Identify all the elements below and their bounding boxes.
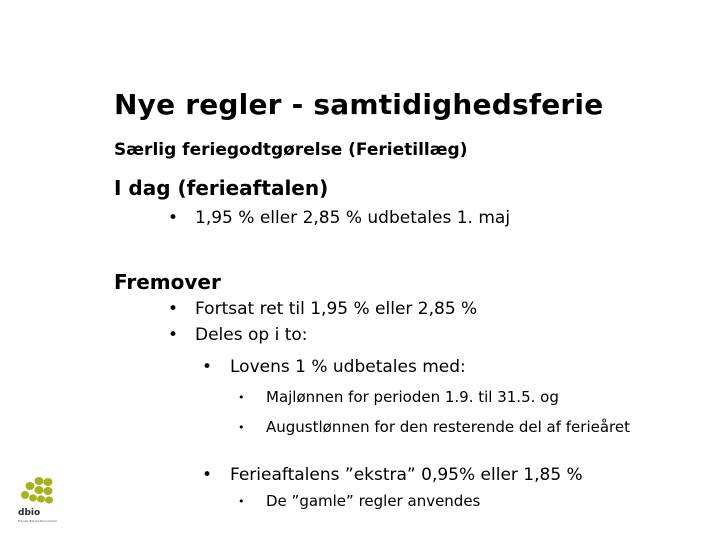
- bullet-marker: •: [202, 465, 213, 485]
- section-heading-today: I dag (ferieaftalen): [114, 176, 329, 200]
- logo-tagline: Dansk Blomsterindustri: [18, 519, 58, 523]
- bullet-text: Lovens 1 % udbetales med:: [230, 357, 466, 377]
- bullet-text: Ferieaftalens ”ekstra” 0,95% eller 1,85 %: [230, 465, 583, 485]
- bullet-agreement-part: [202, 465, 583, 485]
- bullet-future-2: [168, 325, 308, 345]
- bullet-future-1: [168, 299, 477, 319]
- bullet-august-salary: [238, 418, 630, 436]
- bullet-text: Deles op i to:: [195, 325, 308, 345]
- slide-subtitle: Særlig feriegodtgørelse (Ferietillæg): [114, 140, 468, 160]
- bullet-text: 1,95 % eller 2,85 % udbetales 1. maj: [195, 208, 511, 228]
- bullet-may-salary: [238, 388, 559, 406]
- bullet-marker: •: [202, 357, 213, 377]
- bullet-old-rules: [238, 492, 480, 510]
- bullet-marker: •: [238, 421, 245, 434]
- bullet-marker: •: [168, 208, 179, 228]
- bullet-marker: •: [168, 299, 179, 319]
- bullet-text: Majlønnen for perioden 1.9. til 31.5. og: [266, 388, 559, 406]
- bullet-marker: •: [168, 325, 179, 345]
- slide-title: Nye regler - samtidighedsferie: [114, 88, 604, 121]
- bullet-marker: •: [238, 391, 245, 404]
- bullet-today-1: [168, 208, 510, 228]
- bullet-law-part: [202, 357, 466, 377]
- bullet-text: Augustlønnen for den resterende del af ferieåret: [266, 418, 630, 436]
- logo-wordmark: dbio: [18, 508, 41, 518]
- bullet-text: De ”gamle” regler anvendes: [266, 492, 481, 510]
- bullet-text: Fortsat ret til 1,95 % eller 2,85 %: [195, 299, 478, 319]
- bullet-marker: •: [238, 495, 245, 508]
- section-heading-future: Fremover: [114, 270, 221, 294]
